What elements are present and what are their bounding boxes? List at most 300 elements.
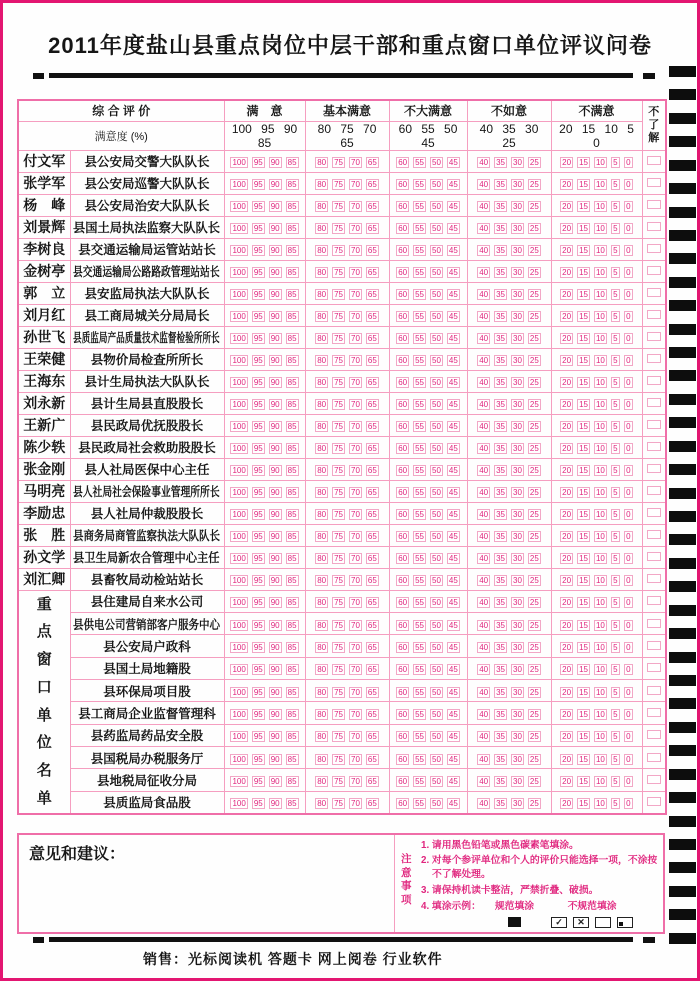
bubble-65[interactable]: 65 xyxy=(367,576,377,585)
bubble-40[interactable]: 40 xyxy=(479,312,489,321)
bubble-65[interactable]: 65 xyxy=(367,488,377,497)
bubble-30[interactable]: 30 xyxy=(513,356,522,365)
bubble-40[interactable]: 40 xyxy=(479,400,489,409)
bubble-5[interactable]: 5 xyxy=(611,754,620,765)
bubble-15[interactable]: 15 xyxy=(579,754,588,764)
bubble-5[interactable]: 5 xyxy=(611,687,620,698)
bubble-80[interactable]: 80 xyxy=(317,620,327,630)
bubble-15[interactable]: 15 xyxy=(579,532,588,541)
bubble-10[interactable]: 10 xyxy=(595,334,605,343)
bubble-45[interactable]: 45 xyxy=(448,488,458,497)
bubble-85[interactable]: 85 xyxy=(287,576,297,585)
bubble-55[interactable]: 55 xyxy=(415,334,425,343)
bubble-85[interactable]: 85 xyxy=(287,158,297,167)
bubble-70[interactable]: 70 xyxy=(351,576,360,585)
bubble-0[interactable]: 0 xyxy=(624,664,633,675)
bubble-20[interactable]: 20 xyxy=(562,180,572,189)
bubble-65[interactable]: 65 xyxy=(367,444,377,453)
bubble-20[interactable]: 20 xyxy=(562,754,572,764)
bubble-50[interactable]: 50 xyxy=(432,466,441,475)
bubble-80[interactable]: 80 xyxy=(317,422,327,431)
bubble-55[interactable]: 55 xyxy=(415,158,425,167)
bubble-15[interactable]: 15 xyxy=(579,598,588,608)
bubble-75[interactable]: 75 xyxy=(334,158,344,167)
bubble-0[interactable]: 0 xyxy=(624,201,633,212)
bubble-25[interactable]: 25 xyxy=(529,709,539,719)
bubble-55[interactable]: 55 xyxy=(415,732,425,742)
bubble-70[interactable]: 70 xyxy=(351,180,360,189)
bubble-65[interactable]: 65 xyxy=(367,312,377,321)
bubble-90[interactable]: 90 xyxy=(270,642,280,652)
bubble-55[interactable]: 55 xyxy=(415,290,425,299)
bubble-15[interactable]: 15 xyxy=(579,378,588,387)
bubble-10[interactable]: 10 xyxy=(595,598,605,608)
bubble-50[interactable]: 50 xyxy=(432,356,441,365)
bubble-100[interactable]: 100 xyxy=(232,312,246,321)
bubble-20[interactable]: 20 xyxy=(562,334,572,343)
bubble-10[interactable]: 10 xyxy=(595,620,605,630)
bubble-45[interactable]: 45 xyxy=(448,554,458,563)
bubble-70[interactable]: 70 xyxy=(351,665,360,675)
bubble-35[interactable]: 35 xyxy=(496,158,506,167)
bubble-50[interactable]: 50 xyxy=(432,776,441,786)
bubble-dont-know[interactable] xyxy=(647,508,661,517)
bubble-65[interactable]: 65 xyxy=(367,554,377,563)
bubble-60[interactable]: 60 xyxy=(398,754,408,764)
bubble-90[interactable]: 90 xyxy=(270,488,280,497)
bubble-40[interactable]: 40 xyxy=(479,334,489,343)
bubble-95[interactable]: 95 xyxy=(253,532,263,541)
bubble-20[interactable]: 20 xyxy=(562,488,572,497)
bubble-70[interactable]: 70 xyxy=(351,532,360,541)
bubble-90[interactable]: 90 xyxy=(270,576,280,585)
bubble-90[interactable]: 90 xyxy=(270,466,280,475)
bubble-25[interactable]: 25 xyxy=(529,576,539,585)
bubble-50[interactable]: 50 xyxy=(432,334,441,343)
bubble-80[interactable]: 80 xyxy=(317,356,327,365)
bubble-0[interactable]: 0 xyxy=(624,776,633,787)
bubble-25[interactable]: 25 xyxy=(529,246,539,255)
bubble-100[interactable]: 100 xyxy=(232,378,246,387)
bubble-65[interactable]: 65 xyxy=(367,665,377,675)
bubble-85[interactable]: 85 xyxy=(287,444,297,453)
bubble-65[interactable]: 65 xyxy=(367,290,377,299)
bubble-40[interactable]: 40 xyxy=(479,466,489,475)
bubble-60[interactable]: 60 xyxy=(398,334,408,343)
bubble-45[interactable]: 45 xyxy=(448,378,458,387)
bubble-5[interactable]: 5 xyxy=(611,267,620,278)
bubble-40[interactable]: 40 xyxy=(479,246,489,255)
bubble-dont-know[interactable] xyxy=(647,619,661,628)
bubble-25[interactable]: 25 xyxy=(529,665,539,675)
bubble-35[interactable]: 35 xyxy=(496,400,506,409)
bubble-55[interactable]: 55 xyxy=(415,444,425,453)
bubble-55[interactable]: 55 xyxy=(415,422,425,431)
bubble-75[interactable]: 75 xyxy=(334,334,344,343)
bubble-60[interactable]: 60 xyxy=(398,268,408,277)
bubble-50[interactable]: 50 xyxy=(432,532,441,541)
bubble-80[interactable]: 80 xyxy=(317,709,327,719)
bubble-10[interactable]: 10 xyxy=(595,687,605,697)
bubble-65[interactable]: 65 xyxy=(367,754,377,764)
bubble-30[interactable]: 30 xyxy=(513,799,522,809)
bubble-35[interactable]: 35 xyxy=(496,466,506,475)
bubble-85[interactable]: 85 xyxy=(287,687,297,697)
bubble-60[interactable]: 60 xyxy=(398,224,408,233)
bubble-100[interactable]: 100 xyxy=(232,466,246,475)
bubble-45[interactable]: 45 xyxy=(448,620,458,630)
bubble-5[interactable]: 5 xyxy=(611,465,620,476)
bubble-85[interactable]: 85 xyxy=(287,554,297,563)
bubble-45[interactable]: 45 xyxy=(448,312,458,321)
bubble-0[interactable]: 0 xyxy=(624,267,633,278)
bubble-5[interactable]: 5 xyxy=(611,798,620,809)
bubble-85[interactable]: 85 xyxy=(287,202,297,211)
bubble-30[interactable]: 30 xyxy=(513,732,522,742)
bubble-90[interactable]: 90 xyxy=(270,598,280,608)
bubble-70[interactable]: 70 xyxy=(351,312,360,321)
bubble-15[interactable]: 15 xyxy=(579,665,588,675)
bubble-60[interactable]: 60 xyxy=(398,444,408,453)
bubble-40[interactable]: 40 xyxy=(479,665,489,675)
bubble-35[interactable]: 35 xyxy=(496,312,506,321)
bubble-15[interactable]: 15 xyxy=(579,224,588,233)
bubble-90[interactable]: 90 xyxy=(270,312,280,321)
bubble-55[interactable]: 55 xyxy=(415,378,425,387)
bubble-70[interactable]: 70 xyxy=(351,378,360,387)
bubble-15[interactable]: 15 xyxy=(579,620,588,630)
bubble-10[interactable]: 10 xyxy=(595,488,605,497)
bubble-95[interactable]: 95 xyxy=(253,312,263,321)
bubble-25[interactable]: 25 xyxy=(529,554,539,563)
bubble-30[interactable]: 30 xyxy=(513,532,522,541)
bubble-5[interactable]: 5 xyxy=(611,443,620,454)
bubble-55[interactable]: 55 xyxy=(415,400,425,409)
bubble-40[interactable]: 40 xyxy=(479,732,489,742)
bubble-20[interactable]: 20 xyxy=(562,466,572,475)
bubble-60[interactable]: 60 xyxy=(398,400,408,409)
bubble-35[interactable]: 35 xyxy=(496,180,506,189)
bubble-70[interactable]: 70 xyxy=(351,776,360,786)
bubble-70[interactable]: 70 xyxy=(351,732,360,742)
bubble-90[interactable]: 90 xyxy=(270,224,280,233)
bubble-5[interactable]: 5 xyxy=(611,620,620,631)
bubble-95[interactable]: 95 xyxy=(253,799,263,809)
bubble-50[interactable]: 50 xyxy=(432,620,441,630)
bubble-75[interactable]: 75 xyxy=(334,466,344,475)
bubble-75[interactable]: 75 xyxy=(334,799,344,809)
bubble-70[interactable]: 70 xyxy=(351,799,360,809)
bubble-70[interactable]: 70 xyxy=(351,290,360,299)
bubble-75[interactable]: 75 xyxy=(334,202,344,211)
bubble-5[interactable]: 5 xyxy=(611,575,620,586)
bubble-20[interactable]: 20 xyxy=(562,642,572,652)
bubble-35[interactable]: 35 xyxy=(496,202,506,211)
bubble-70[interactable]: 70 xyxy=(351,400,360,409)
bubble-10[interactable]: 10 xyxy=(595,246,605,255)
bubble-100[interactable]: 100 xyxy=(232,687,246,697)
bubble-85[interactable]: 85 xyxy=(287,290,297,299)
bubble-85[interactable]: 85 xyxy=(287,268,297,277)
bubble-40[interactable]: 40 xyxy=(479,709,489,719)
bubble-5[interactable]: 5 xyxy=(611,487,620,498)
bubble-65[interactable]: 65 xyxy=(367,378,377,387)
bubble-100[interactable]: 100 xyxy=(232,510,246,519)
bubble-15[interactable]: 15 xyxy=(579,312,588,321)
bubble-30[interactable]: 30 xyxy=(513,400,522,409)
bubble-80[interactable]: 80 xyxy=(317,312,327,321)
bubble-40[interactable]: 40 xyxy=(479,620,489,630)
bubble-90[interactable]: 90 xyxy=(270,378,280,387)
bubble-15[interactable]: 15 xyxy=(579,554,588,563)
bubble-0[interactable]: 0 xyxy=(624,553,633,564)
bubble-100[interactable]: 100 xyxy=(232,776,246,786)
bubble-80[interactable]: 80 xyxy=(317,180,327,189)
bubble-5[interactable]: 5 xyxy=(611,531,620,542)
bubble-75[interactable]: 75 xyxy=(334,532,344,541)
bubble-20[interactable]: 20 xyxy=(562,400,572,409)
bubble-20[interactable]: 20 xyxy=(562,732,572,742)
bubble-65[interactable]: 65 xyxy=(367,732,377,742)
bubble-25[interactable]: 25 xyxy=(529,158,539,167)
bubble-90[interactable]: 90 xyxy=(270,400,280,409)
bubble-75[interactable]: 75 xyxy=(334,488,344,497)
bubble-0[interactable]: 0 xyxy=(624,687,633,698)
bubble-40[interactable]: 40 xyxy=(479,224,489,233)
bubble-50[interactable]: 50 xyxy=(432,488,441,497)
bubble-95[interactable]: 95 xyxy=(253,290,263,299)
bubble-15[interactable]: 15 xyxy=(579,576,588,585)
bubble-30[interactable]: 30 xyxy=(513,202,522,211)
bubble-75[interactable]: 75 xyxy=(334,180,344,189)
bubble-40[interactable]: 40 xyxy=(479,554,489,563)
bubble-50[interactable]: 50 xyxy=(432,290,441,299)
bubble-dont-know[interactable] xyxy=(647,730,661,739)
bubble-75[interactable]: 75 xyxy=(334,268,344,277)
bubble-80[interactable]: 80 xyxy=(317,776,327,786)
bubble-25[interactable]: 25 xyxy=(529,356,539,365)
bubble-75[interactable]: 75 xyxy=(334,312,344,321)
bubble-50[interactable]: 50 xyxy=(432,224,441,233)
bubble-25[interactable]: 25 xyxy=(529,312,539,321)
bubble-15[interactable]: 15 xyxy=(579,732,588,742)
bubble-0[interactable]: 0 xyxy=(624,709,633,720)
bubble-40[interactable]: 40 xyxy=(479,180,489,189)
bubble-20[interactable]: 20 xyxy=(562,532,572,541)
bubble-0[interactable]: 0 xyxy=(624,731,633,742)
bubble-30[interactable]: 30 xyxy=(513,290,522,299)
bubble-85[interactable]: 85 xyxy=(287,620,297,630)
bubble-50[interactable]: 50 xyxy=(432,180,441,189)
bubble-45[interactable]: 45 xyxy=(448,776,458,786)
bubble-90[interactable]: 90 xyxy=(270,709,280,719)
bubble-dont-know[interactable] xyxy=(647,398,661,407)
bubble-60[interactable]: 60 xyxy=(398,776,408,786)
bubble-35[interactable]: 35 xyxy=(496,444,506,453)
bubble-dont-know[interactable] xyxy=(647,775,661,784)
bubble-55[interactable]: 55 xyxy=(415,356,425,365)
bubble-95[interactable]: 95 xyxy=(253,709,263,719)
bubble-10[interactable]: 10 xyxy=(595,709,605,719)
bubble-20[interactable]: 20 xyxy=(562,312,572,321)
bubble-90[interactable]: 90 xyxy=(270,776,280,786)
bubble-95[interactable]: 95 xyxy=(253,202,263,211)
bubble-15[interactable]: 15 xyxy=(579,158,588,167)
bubble-70[interactable]: 70 xyxy=(351,709,360,719)
bubble-70[interactable]: 70 xyxy=(351,687,360,697)
bubble-40[interactable]: 40 xyxy=(479,290,489,299)
bubble-30[interactable]: 30 xyxy=(513,576,522,585)
bubble-85[interactable]: 85 xyxy=(287,224,297,233)
bubble-45[interactable]: 45 xyxy=(448,754,458,764)
bubble-60[interactable]: 60 xyxy=(398,799,408,809)
bubble-35[interactable]: 35 xyxy=(496,776,506,786)
bubble-5[interactable]: 5 xyxy=(611,245,620,256)
bubble-30[interactable]: 30 xyxy=(513,754,522,764)
bubble-80[interactable]: 80 xyxy=(317,532,327,541)
bubble-80[interactable]: 80 xyxy=(317,488,327,497)
bubble-75[interactable]: 75 xyxy=(334,754,344,764)
bubble-15[interactable]: 15 xyxy=(579,799,588,809)
bubble-85[interactable]: 85 xyxy=(287,246,297,255)
bubble-65[interactable]: 65 xyxy=(367,776,377,786)
bubble-80[interactable]: 80 xyxy=(317,290,327,299)
bubble-65[interactable]: 65 xyxy=(367,422,377,431)
bubble-40[interactable]: 40 xyxy=(479,532,489,541)
bubble-0[interactable]: 0 xyxy=(624,179,633,190)
bubble-95[interactable]: 95 xyxy=(253,356,263,365)
bubble-30[interactable]: 30 xyxy=(513,466,522,475)
bubble-55[interactable]: 55 xyxy=(415,620,425,630)
bubble-95[interactable]: 95 xyxy=(253,246,263,255)
bubble-20[interactable]: 20 xyxy=(562,665,572,675)
bubble-65[interactable]: 65 xyxy=(367,334,377,343)
bubble-35[interactable]: 35 xyxy=(496,488,506,497)
bubble-75[interactable]: 75 xyxy=(334,709,344,719)
bubble-20[interactable]: 20 xyxy=(562,776,572,786)
bubble-70[interactable]: 70 xyxy=(351,246,360,255)
bubble-95[interactable]: 95 xyxy=(253,665,263,675)
bubble-dont-know[interactable] xyxy=(647,332,661,341)
bubble-35[interactable]: 35 xyxy=(496,224,506,233)
bubble-45[interactable]: 45 xyxy=(448,642,458,652)
bubble-80[interactable]: 80 xyxy=(317,224,327,233)
bubble-20[interactable]: 20 xyxy=(562,598,572,608)
bubble-65[interactable]: 65 xyxy=(367,466,377,475)
bubble-55[interactable]: 55 xyxy=(415,224,425,233)
bubble-90[interactable]: 90 xyxy=(270,620,280,630)
bubble-60[interactable]: 60 xyxy=(398,576,408,585)
bubble-dont-know[interactable] xyxy=(647,266,661,275)
bubble-45[interactable]: 45 xyxy=(448,466,458,475)
bubble-65[interactable]: 65 xyxy=(367,709,377,719)
bubble-95[interactable]: 95 xyxy=(253,687,263,697)
bubble-10[interactable]: 10 xyxy=(595,290,605,299)
bubble-15[interactable]: 15 xyxy=(579,709,588,719)
bubble-5[interactable]: 5 xyxy=(611,709,620,720)
bubble-30[interactable]: 30 xyxy=(513,378,522,387)
bubble-80[interactable]: 80 xyxy=(317,665,327,675)
bubble-dont-know[interactable] xyxy=(647,641,661,650)
bubble-25[interactable]: 25 xyxy=(529,799,539,809)
bubble-45[interactable]: 45 xyxy=(448,334,458,343)
bubble-100[interactable]: 100 xyxy=(232,268,246,277)
bubble-20[interactable]: 20 xyxy=(562,378,572,387)
bubble-25[interactable]: 25 xyxy=(529,642,539,652)
bubble-20[interactable]: 20 xyxy=(562,268,572,277)
bubble-70[interactable]: 70 xyxy=(351,642,360,652)
bubble-95[interactable]: 95 xyxy=(253,268,263,277)
bubble-45[interactable]: 45 xyxy=(448,290,458,299)
bubble-dont-know[interactable] xyxy=(647,420,661,429)
bubble-60[interactable]: 60 xyxy=(398,620,408,630)
bubble-95[interactable]: 95 xyxy=(253,598,263,608)
bubble-90[interactable]: 90 xyxy=(270,290,280,299)
bubble-55[interactable]: 55 xyxy=(415,466,425,475)
suggestions-area[interactable] xyxy=(19,835,395,932)
bubble-55[interactable]: 55 xyxy=(415,754,425,764)
bubble-0[interactable]: 0 xyxy=(624,333,633,344)
bubble-15[interactable]: 15 xyxy=(579,422,588,431)
bubble-80[interactable]: 80 xyxy=(317,378,327,387)
bubble-65[interactable]: 65 xyxy=(367,224,377,233)
bubble-85[interactable]: 85 xyxy=(287,754,297,764)
bubble-65[interactable]: 65 xyxy=(367,202,377,211)
bubble-20[interactable]: 20 xyxy=(562,444,572,453)
bubble-100[interactable]: 100 xyxy=(232,422,246,431)
bubble-40[interactable]: 40 xyxy=(479,642,489,652)
bubble-90[interactable]: 90 xyxy=(270,732,280,742)
bubble-35[interactable]: 35 xyxy=(496,378,506,387)
bubble-45[interactable]: 45 xyxy=(448,665,458,675)
bubble-45[interactable]: 45 xyxy=(448,532,458,541)
bubble-85[interactable]: 85 xyxy=(287,665,297,675)
bubble-90[interactable]: 90 xyxy=(270,510,280,519)
bubble-30[interactable]: 30 xyxy=(513,334,522,343)
bubble-35[interactable]: 35 xyxy=(496,687,506,697)
bubble-100[interactable]: 100 xyxy=(232,642,246,652)
bubble-95[interactable]: 95 xyxy=(253,754,263,764)
bubble-0[interactable]: 0 xyxy=(624,798,633,809)
bubble-90[interactable]: 90 xyxy=(270,180,280,189)
bubble-35[interactable]: 35 xyxy=(496,598,506,608)
bubble-0[interactable]: 0 xyxy=(624,311,633,322)
bubble-40[interactable]: 40 xyxy=(479,799,489,809)
bubble-0[interactable]: 0 xyxy=(624,754,633,765)
bubble-100[interactable]: 100 xyxy=(232,732,246,742)
bubble-0[interactable]: 0 xyxy=(624,531,633,542)
bubble-50[interactable]: 50 xyxy=(432,510,441,519)
bubble-100[interactable]: 100 xyxy=(232,356,246,365)
bubble-40[interactable]: 40 xyxy=(479,754,489,764)
bubble-30[interactable]: 30 xyxy=(513,598,522,608)
bubble-75[interactable]: 75 xyxy=(334,510,344,519)
bubble-35[interactable]: 35 xyxy=(496,334,506,343)
bubble-dont-know[interactable] xyxy=(647,354,661,363)
bubble-10[interactable]: 10 xyxy=(595,776,605,786)
bubble-60[interactable]: 60 xyxy=(398,246,408,255)
bubble-35[interactable]: 35 xyxy=(496,754,506,764)
bubble-55[interactable]: 55 xyxy=(415,268,425,277)
bubble-95[interactable]: 95 xyxy=(253,732,263,742)
bubble-70[interactable]: 70 xyxy=(351,598,360,608)
bubble-50[interactable]: 50 xyxy=(432,268,441,277)
bubble-75[interactable]: 75 xyxy=(334,554,344,563)
bubble-60[interactable]: 60 xyxy=(398,687,408,697)
bubble-70[interactable]: 70 xyxy=(351,356,360,365)
bubble-10[interactable]: 10 xyxy=(595,180,605,189)
bubble-85[interactable]: 85 xyxy=(287,532,297,541)
